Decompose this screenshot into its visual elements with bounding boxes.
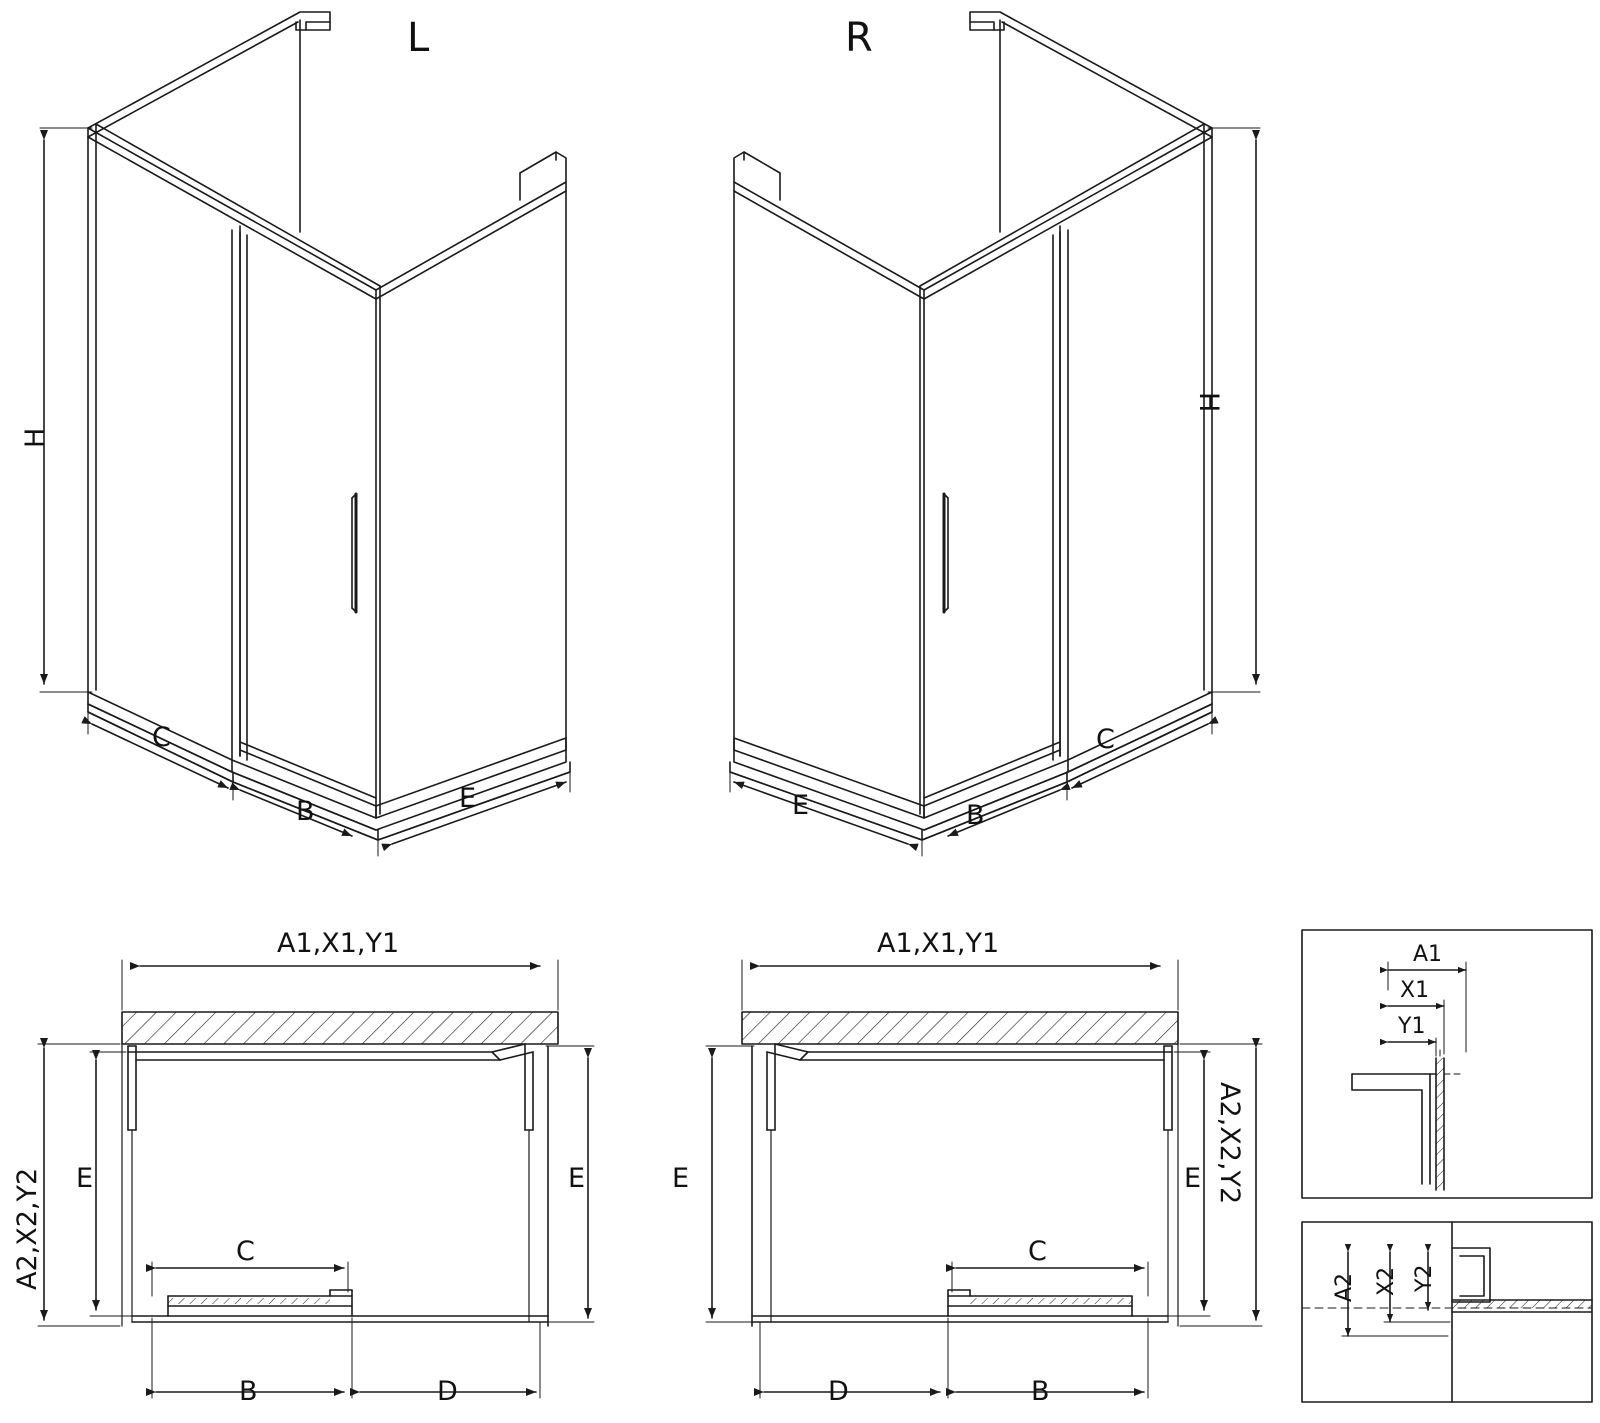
- iso-right-geometry: [730, 12, 1212, 840]
- dim-label-E-plan-right-inner: E: [1184, 1163, 1202, 1194]
- dim-label-B-iso-left: B: [296, 796, 315, 827]
- dim-label-C-iso-right: C: [1096, 724, 1115, 755]
- dim-label-C-plan-left: C: [236, 1236, 255, 1267]
- dim-label-C-plan-right: C: [1028, 1236, 1047, 1267]
- dim-label-X2-detail: X2: [1374, 1266, 1399, 1296]
- iso-right-dim-bottom: [730, 712, 1212, 856]
- dim-label-E-plan-left-right: E: [568, 1163, 586, 1194]
- detail-top-geometry: [1302, 930, 1592, 1198]
- dim-label-A1-detail: A1: [1413, 942, 1443, 967]
- dim-label-D-plan-right: D: [828, 1376, 849, 1407]
- dim-label-Y2-detail: Y2: [1412, 1264, 1437, 1292]
- dim-label-Y1-detail: Y1: [1398, 1014, 1426, 1039]
- iso-left-dim-H: [40, 128, 92, 692]
- dim-label-A2-detail: A2: [1332, 1272, 1357, 1302]
- dim-label-H-right: H: [1193, 392, 1224, 413]
- plan-right-geometry: [742, 1012, 1178, 1326]
- dim-label-E-iso-left: E: [459, 783, 477, 814]
- dim-label-X1-detail: X1: [1400, 978, 1430, 1003]
- variant-label-right: R: [845, 15, 873, 61]
- plan-left-geometry: [122, 1012, 558, 1326]
- dim-label-A1X1Y1-plan-left: A1,X1,Y1: [277, 928, 400, 959]
- iso-left-geometry: [88, 12, 570, 840]
- dim-label-B-plan-right: B: [1031, 1376, 1050, 1407]
- dim-label-H-left: H: [20, 427, 51, 448]
- dim-label-E-iso-right: E: [792, 790, 810, 821]
- dim-label-B-iso-right: B: [966, 800, 985, 831]
- variant-label-left: L: [407, 15, 430, 61]
- dim-label-A2X2Y2-plan-left: A2,X2,Y2: [12, 1167, 43, 1290]
- dim-label-D-plan-left: D: [437, 1376, 458, 1407]
- dim-label-E-plan-left-inner: E: [76, 1163, 94, 1194]
- dim-label-E-plan-right-left: E: [672, 1163, 690, 1194]
- dim-label-B-plan-left: B: [239, 1376, 258, 1407]
- dim-label-A2X2Y2-plan-right: A2,X2,Y2: [1214, 1082, 1245, 1205]
- detail-bottom-geometry: [1302, 1222, 1592, 1402]
- dim-label-A1X1Y1-plan-right: A1,X1,Y1: [877, 928, 1000, 959]
- dim-label-C-iso-left: C: [152, 722, 171, 753]
